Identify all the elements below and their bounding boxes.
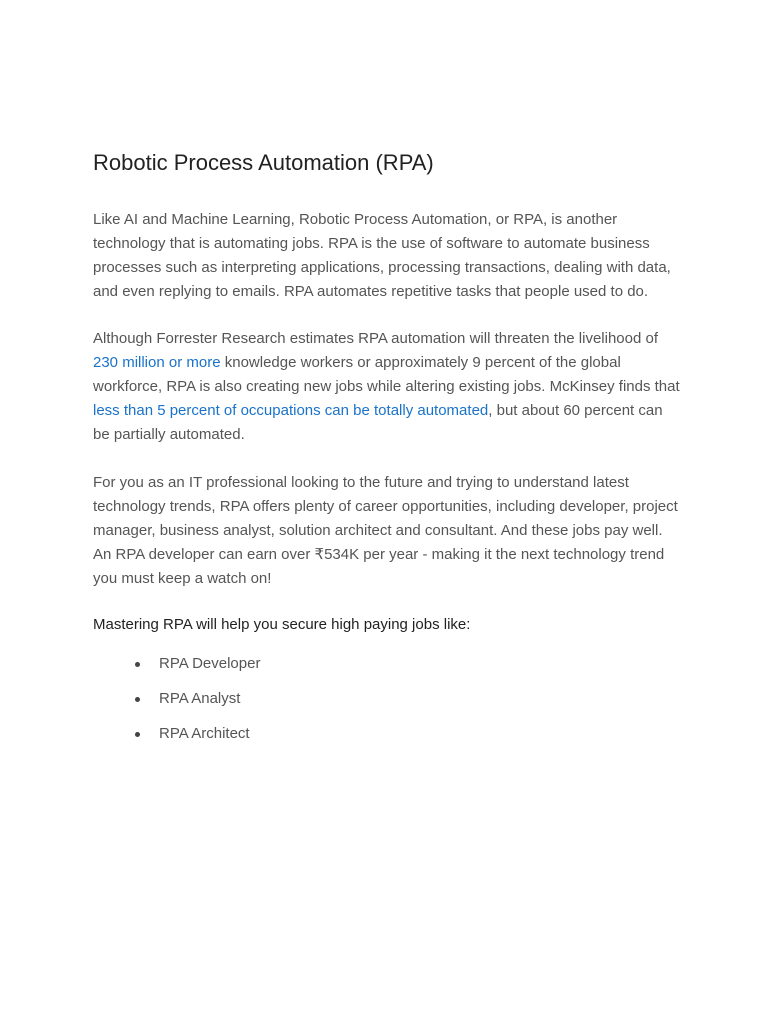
paragraph-text: knowledge workers or approximately 9 percent of the global workforce, RPA is also creating new jobs while altering existing jobs. McKinsey finds that (93, 354, 680, 395)
paragraph-rpa-impact (93, 327, 683, 447)
paragraph-rpa-intro: Like AI and Machine Learning, Robotic Process Automation, or RPA, is another technology that is automating jobs. RPA is the use of software to automate business processes such as interpreting applications, processing transactions, dealing with data, and even replying to emails. RPA automates repetitive tasks that people used to do. (93, 211, 671, 300)
job-title: RPA Analyst (159, 690, 241, 707)
list-item (93, 722, 683, 746)
link-mckinsey-automation[interactable]: less than 5 percent of occupations can be totally automated (93, 402, 489, 419)
bullet-icon (135, 697, 140, 702)
jobs-list (93, 652, 683, 746)
paragraph-text: Although Forrester Research estimates RPA automation will threaten the livelihood of (93, 330, 659, 347)
list-item (93, 687, 683, 711)
jobs-list-intro: Mastering RPA will help you secure high paying jobs like: (93, 616, 471, 633)
article (93, 146, 683, 757)
paragraph-text: , but about 60 percent can be partially automated. (93, 402, 663, 443)
job-title: RPA Architect (159, 725, 250, 742)
paragraph-career-opportunities: For you as an IT professional looking to the future and trying to understand latest technology trends, RPA offers plenty of career opportunities, including developer, project manager, business analyst, solution architect and consultant. And these jobs pay well. An RPA developer can earn over ₹534K per year - making it the next technology trend you must keep a watch on! (93, 474, 678, 587)
list-item (93, 652, 683, 676)
link-230-million[interactable]: 230 million or more (93, 354, 221, 371)
job-title: RPA Developer (159, 655, 261, 672)
bullet-icon (135, 732, 140, 737)
article-title: Robotic Process Automation (RPA) (93, 150, 434, 175)
bullet-icon (135, 662, 140, 667)
